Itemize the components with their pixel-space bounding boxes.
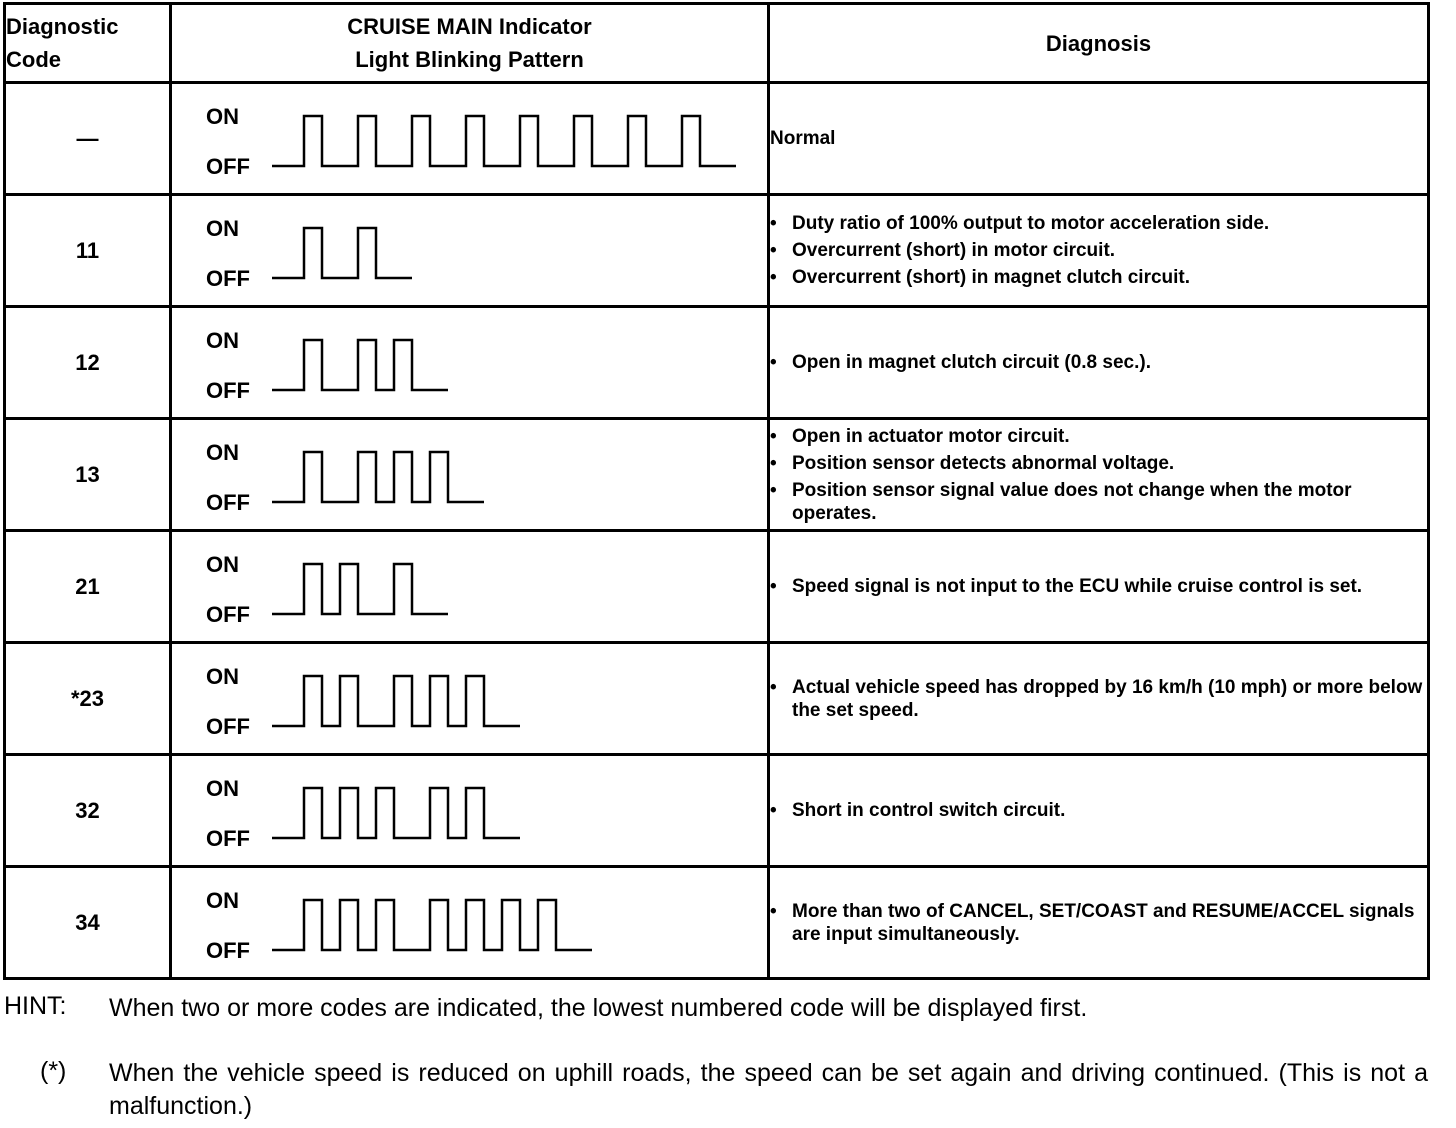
diagnosis-item <box>770 425 1427 448</box>
table-row <box>5 643 1429 755</box>
hint-note <box>0 992 1440 1025</box>
diagnosis-item <box>770 479 1427 525</box>
header-blinking-pattern <box>171 4 769 83</box>
bullet-icon: • <box>770 900 777 922</box>
diagnosis-item <box>770 452 1427 475</box>
waveform-line <box>272 116 736 166</box>
on-label: ON <box>206 216 239 241</box>
waveform-line <box>272 452 484 502</box>
waveform <box>172 756 732 868</box>
blinking-pattern <box>171 755 769 867</box>
waveform <box>172 644 732 756</box>
diagnosis-item <box>770 575 1427 598</box>
diagnostic-code: *23 <box>5 643 171 755</box>
diagnosis-text: Position sensor signal value does not change when the motor operates. <box>792 479 1352 524</box>
off-label: OFF <box>206 714 250 739</box>
on-label: ON <box>206 440 239 465</box>
on-label: ON <box>206 888 239 913</box>
bullet-icon: • <box>770 676 777 698</box>
table-row <box>5 755 1429 867</box>
diagnosis-text: Position sensor detects abnormal voltage. <box>792 452 1175 474</box>
table-row <box>5 867 1429 979</box>
waveform-line <box>272 228 412 278</box>
footnote-text: When the vehicle speed is reduced on uphill roads, the speed can be set again and driving continued. (This is not a malfunction.) <box>109 1059 1428 1120</box>
diagnosis-item <box>770 900 1427 946</box>
blinking-pattern <box>171 307 769 419</box>
off-label: OFF <box>206 490 250 515</box>
table-row <box>5 531 1429 643</box>
table-row <box>5 195 1429 307</box>
bullet-icon: • <box>770 352 777 373</box>
table-row <box>5 83 1429 195</box>
diagnosis-item <box>770 212 1427 235</box>
diagnosis-item <box>770 266 1427 289</box>
diagnosis-text: Overcurrent (short) in motor circuit. <box>792 240 1116 261</box>
header-pattern-line-1: CRUISE MAIN Indicator <box>347 14 592 39</box>
off-label: OFF <box>206 826 250 851</box>
blinking-pattern <box>171 419 769 531</box>
waveform <box>172 196 732 308</box>
notes-section <box>0 992 1440 1123</box>
blinking-pattern <box>171 643 769 755</box>
waveform-line <box>272 564 448 614</box>
bullet-icon: • <box>770 479 777 501</box>
diagnosis-item <box>770 799 1427 822</box>
diagnosis-text: Actual vehicle speed has dropped by 16 km/h (10 mph) or more below the set speed. <box>792 676 1423 721</box>
diagnostic-code: — <box>5 83 171 195</box>
header-diagnosis: Diagnosis <box>769 4 1429 83</box>
diagnosis-item <box>770 127 1427 150</box>
waveform <box>172 532 732 644</box>
hint-text: When two or more codes are indicated, the lowest numbered code will be displayed first. <box>109 994 1088 1022</box>
diagnosis <box>769 195 1429 307</box>
on-label: ON <box>206 104 239 129</box>
blinking-pattern <box>171 867 769 979</box>
header-diagnostic-code <box>5 4 171 83</box>
diagnosis-text: More than two of CANCEL, SET/COAST and RESUME/ACCEL signals are input simultaneously. <box>792 900 1415 945</box>
footnote-label: (*) <box>40 1057 67 1085</box>
footnote-note <box>0 1057 1440 1123</box>
diagnosis <box>769 83 1429 195</box>
diagnosis-text: Open in magnet clutch circuit (0.8 sec.). <box>792 352 1151 373</box>
on-label: ON <box>206 328 239 353</box>
waveform-line <box>272 788 520 838</box>
bullet-icon: • <box>770 425 777 447</box>
diagnostic-code: 32 <box>5 755 171 867</box>
diagnosis-item <box>770 351 1427 374</box>
waveform-line <box>272 900 592 950</box>
off-label: OFF <box>206 154 250 179</box>
diagnosis <box>769 643 1429 755</box>
diagnosis-text: Overcurrent (short) in magnet clutch circuit. <box>792 267 1191 288</box>
on-label: ON <box>206 776 239 801</box>
diagnosis-text: Short in control switch circuit. <box>792 800 1066 821</box>
diagnosis <box>769 307 1429 419</box>
off-label: OFF <box>206 378 250 403</box>
waveform <box>172 868 732 980</box>
table-body <box>5 83 1429 979</box>
blinking-pattern <box>171 195 769 307</box>
waveform <box>172 308 732 420</box>
diagnostic-code: 13 <box>5 419 171 531</box>
diagnostic-code: 11 <box>5 195 171 307</box>
diagnosis <box>769 419 1429 531</box>
waveform-line <box>272 676 520 726</box>
diagnostic-code: 34 <box>5 867 171 979</box>
bullet-icon: • <box>770 452 777 474</box>
diagnosis-text: Duty ratio of 100% output to motor acceleration side. <box>792 213 1270 234</box>
hint-label: HINT: <box>4 992 67 1020</box>
bullet-icon: • <box>770 240 777 261</box>
diagnosis-text: Open in actuator motor circuit. <box>792 425 1070 447</box>
header-row <box>5 4 1429 83</box>
table-row <box>5 307 1429 419</box>
diagnostic-code-table <box>3 2 1430 980</box>
off-label: OFF <box>206 266 250 291</box>
diagnosis-text: Normal <box>770 128 836 149</box>
diagnosis-item <box>770 239 1427 262</box>
off-label: OFF <box>206 602 250 627</box>
on-label: ON <box>206 552 239 577</box>
diagnostic-code: 12 <box>5 307 171 419</box>
diagnosis-item <box>770 676 1427 722</box>
waveform <box>172 420 732 532</box>
bullet-icon: • <box>770 576 777 597</box>
waveform-line <box>272 340 448 390</box>
bullet-icon: • <box>770 267 777 288</box>
on-label: ON <box>206 664 239 689</box>
header-code-line-2: Code <box>6 47 61 72</box>
blinking-pattern <box>171 83 769 195</box>
diagnosis-text: Speed signal is not input to the ECU while cruise control is set. <box>792 576 1363 597</box>
diagnostic-code: 21 <box>5 531 171 643</box>
diagnosis <box>769 531 1429 643</box>
header-pattern-line-2: Light Blinking Pattern <box>355 47 584 72</box>
bullet-icon: • <box>770 800 777 821</box>
header-code-line-1: Diagnostic <box>6 14 119 39</box>
diagnosis <box>769 755 1429 867</box>
off-label: OFF <box>206 938 250 963</box>
waveform <box>172 84 732 196</box>
bullet-icon: • <box>770 213 777 234</box>
blinking-pattern <box>171 531 769 643</box>
table-row <box>5 419 1429 531</box>
diagnosis <box>769 867 1429 979</box>
